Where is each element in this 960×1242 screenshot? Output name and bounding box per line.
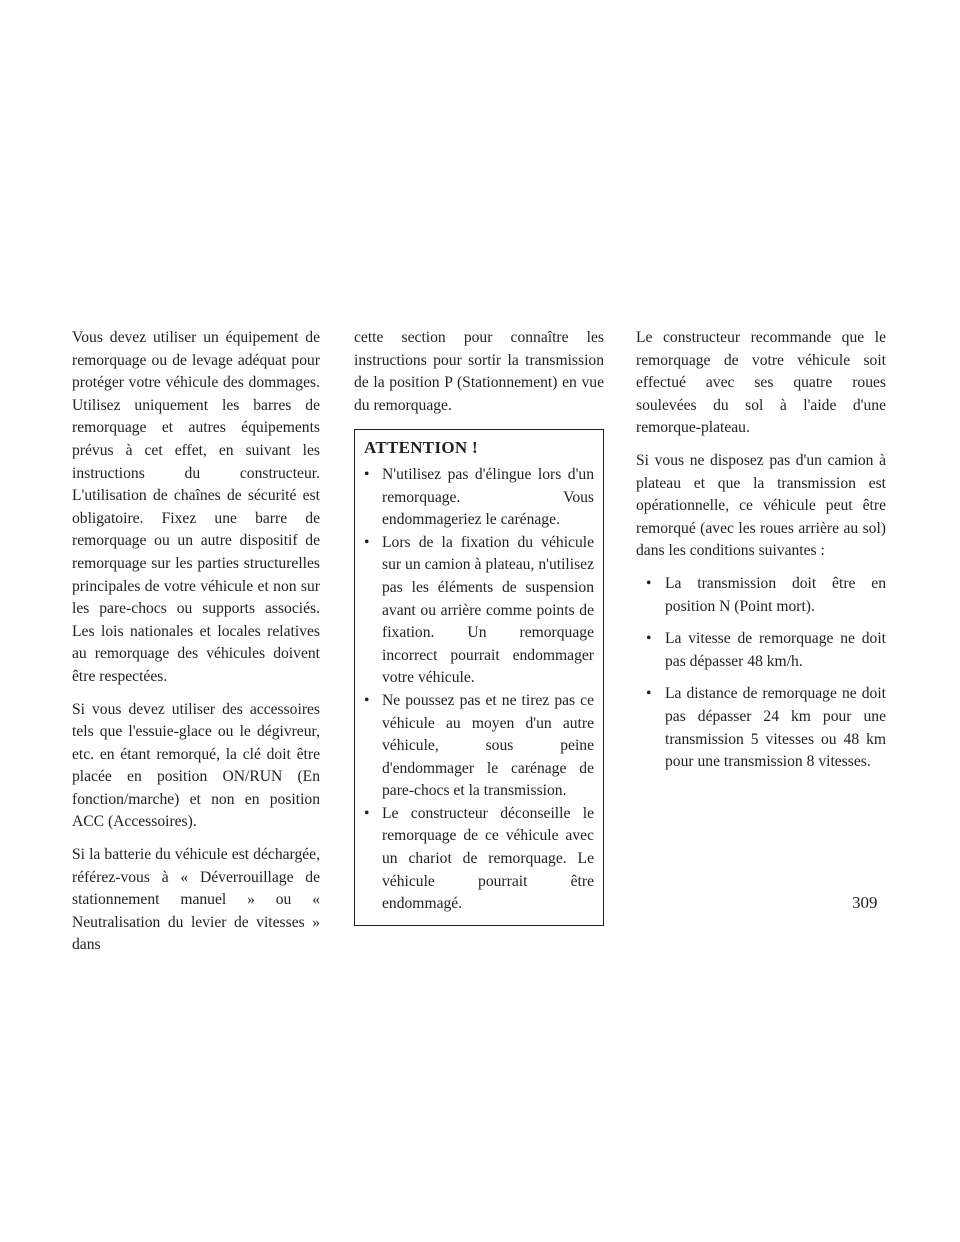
paragraph-park-release: cette section pour connaître les instructions pour sortir la transmission de la position P (Stationnement) en vue du remorquage. [354,329,604,414]
condition-item-text: La distance de remorquage ne doit pas dépasser 24 km pour une transmission 5 vitesses ou 48 km pour une transmission 8 vitesses. [665,685,886,771]
warning-box [354,429,604,925]
warning-item-text: Ne poussez pas et ne tirez pas ce véhicule au moyen d'un autre véhicule, sous peine d'endommager le carénage de pare-chocs et la transmission. [382,691,594,800]
warning-item [364,532,594,690]
warning-item [364,464,594,532]
column-right [636,327,886,774]
column-left [72,327,320,967]
bullet-icon: • [364,691,370,709]
warning-item-text: Lors de la fixation du véhicule sur un camion à plateau, n'utilisez pas les éléments de suspension avant ou arrière comme points de fixation. Un remorquage incorrect pourrait endommager votre véhicule. [382,533,594,687]
condition-item-text: La vitesse de remorquage ne doit pas dépasser 48 km/h. [665,630,886,670]
paragraph-flatbed: Le constructeur recommande que le remorquage de votre véhicule soit effectué avec ses quatre roues soulevées du sol à l'aide d'une remorque-plateau. [636,329,886,437]
bullet-icon: • [646,630,652,648]
warning-item-text: N'utilisez pas d'élingue lors d'un remorquage. Vous endommageriez le carénage. [382,465,594,529]
page-number: 309 [852,893,878,912]
bullet-icon: • [364,533,370,551]
warning-item-text: Le constructeur déconseille le remorquage de ce véhicule avec un chariot de remorquage. Le véhicule pourrait être endommagé. [382,804,594,913]
bullet-icon: • [646,574,652,592]
warning-title: ATTENTION ! [364,438,478,458]
bullet-icon: • [364,465,370,483]
column-middle [354,327,604,926]
condition-item [646,683,886,773]
condition-item [646,573,886,618]
condition-item-text: La transmission doit être en position N (Point mort). [665,574,886,615]
paragraph-battery: Si la batterie du véhicule est déchargée, référez-vous à « Déverrouillage de stationnement manuel » ou « Neutralisation du levier de vitesses » dans [72,846,320,954]
paragraph-accessories: Si vous devez utiliser des accessoires tels que l'essuie-glace ou le dégivreur, etc. en étant remorqué, la clé doit être placée en position ON/RUN (En fonction/marche) et non en position ACC (Accessoires). [72,700,320,831]
bullet-icon: • [364,804,370,822]
warning-item [364,690,594,803]
warning-list [364,464,594,916]
condition-item [646,628,886,673]
conditions-list [636,573,886,774]
paragraph-towing-equipment: Vous devez utiliser un équipement de remorquage ou de levage adéquat pour protéger votre véhicule des dommages. Utilisez uniquement les barres de remorquage et autres équipements prévus à cet effet, en suivant les instructions du constructeur. L'utilisation de chaînes de sécurité est obligatoire. Fixez une barre de remorquage ou un autre dispositif de remorquage sur les parties structurelles principales de votre véhicule et non sur les pare-chocs ou supports associés. Les lois nationales et locales relatives au remorquage des véhicules doivent être respectées. [72,329,320,685]
paragraph-conditions: Si vous ne disposez pas d'un camion à plateau et que la transmission est opérationnelle, ce véhicule peut être remorqué (avec les roues arrière au sol) dans les conditions suivantes : [636,451,886,560]
warning-item [364,803,594,916]
bullet-icon: • [646,685,652,703]
